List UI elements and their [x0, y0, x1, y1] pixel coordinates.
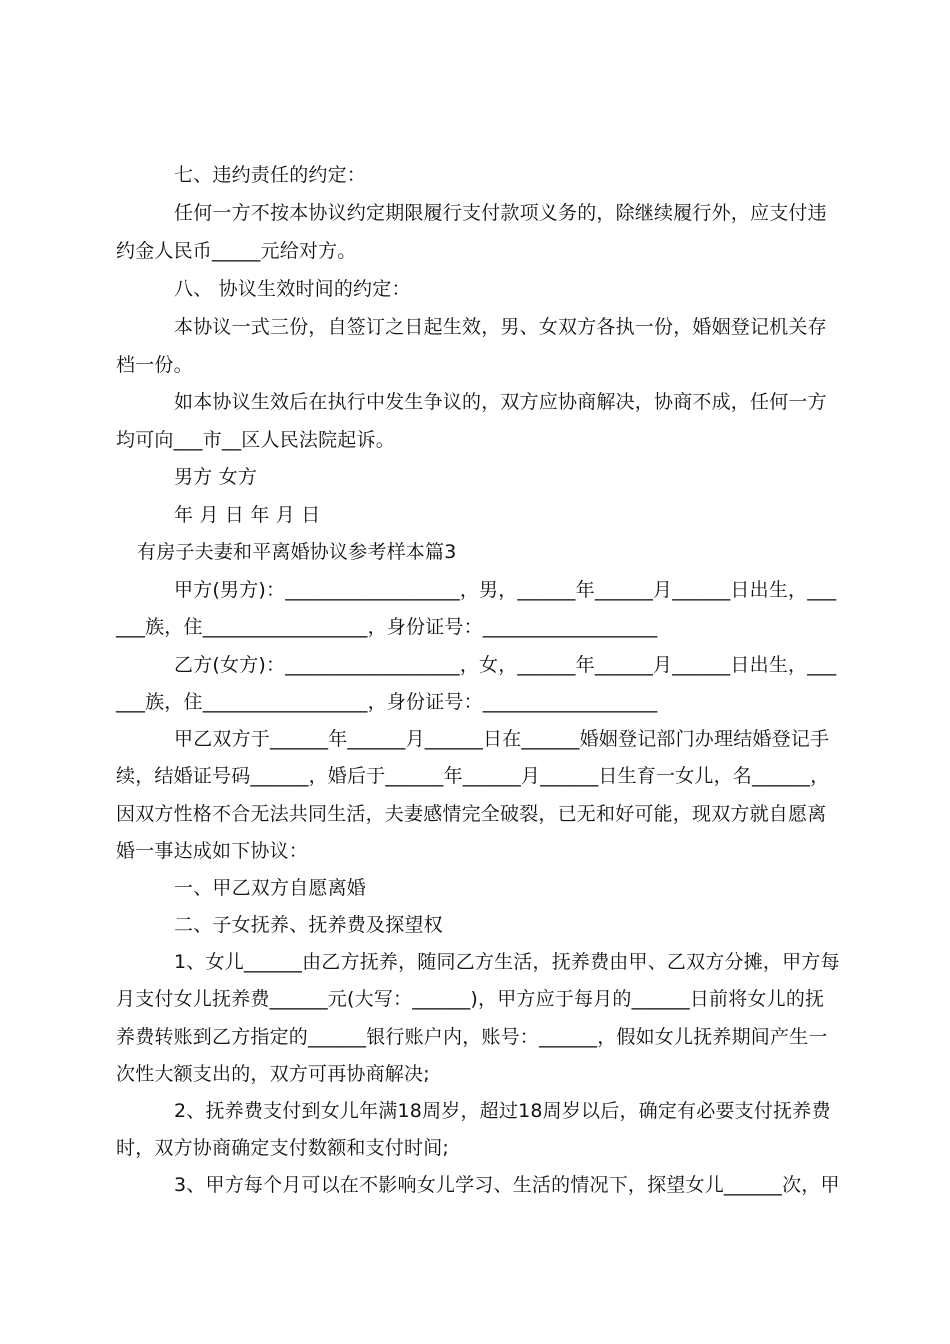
paragraph-line: 均可向___市__区人民法院起诉。: [116, 429, 395, 451]
signature-parties: 男方 女方: [174, 466, 258, 488]
party-a-line: ___族，住_________________，身份证号：__________________: [116, 616, 658, 638]
paragraph-line: 约金人民币_____元给对方。: [116, 240, 357, 262]
party-b-line: ___族，住_________________，身份证号：__________________: [116, 691, 658, 713]
paragraph-line: 时，双方协商确定支付数额和支付时间;: [116, 1137, 450, 1159]
paragraph-line: 1、女儿______由乙方抚养，随同乙方生活，抚养费由甲、乙双方分摊，甲方每: [174, 951, 840, 973]
paragraph-line: 养费转账到乙方指定的______银行账户内，账号：______，假如女儿抚养期间产生一: [116, 1026, 828, 1048]
paragraph-line: 本协议一式三份，自签订之日起生效，男、女双方各执一份，婚姻登记机关存: [174, 316, 827, 338]
section-heading-divorce: 一、甲乙双方自愿离婚: [174, 877, 367, 899]
paragraph-line: 次性大额支出的，双方可再协商解决;: [116, 1063, 430, 1085]
paragraph-line: 月支付女儿抚养费______元(大写：______)，甲方应于每月的______日前将女儿的抚: [116, 988, 825, 1010]
paragraph-line: 如本协议生效后在执行中发生争议的，双方应协商解决，协商不成，任何一方: [174, 391, 827, 413]
section-heading-custody: 二、子女抚养、抚养费及探望权: [174, 914, 443, 936]
paragraph-line: 3、甲方每个月可以在不影响女儿学习、生活的情况下，探望女儿______次，甲: [174, 1174, 840, 1196]
paragraph-line: 任何一方不按本协议约定期限履行支付款项义务的，除继续履行外，应支付违: [174, 202, 827, 224]
paragraph-line: 甲乙双方于______年______月______日在______婚姻登记部门办理结婚登记手: [174, 728, 830, 750]
article-title: 有房子夫妻和平离婚协议参考样本篇3: [137, 541, 457, 563]
paragraph-line: 档一份。: [116, 354, 193, 376]
section-heading-breach: 七、违约责任的约定：: [174, 164, 367, 186]
signature-dates: 年 月 日 年 月 日: [174, 504, 321, 526]
party-a-line: 甲方(男方)：__________________，男，______年______月______日出生，___: [174, 579, 837, 601]
paragraph-line: 婚一事达成如下协议：: [116, 840, 309, 862]
paragraph-line: 2、抚养费支付到女儿年满18周岁，超过18周岁以后，确定有必要支付抚养费: [174, 1100, 831, 1122]
paragraph-line: 续，结婚证号码______，婚后于______年______月______日生育一女儿，名______，: [116, 765, 830, 787]
section-heading-effective: 八、 协议生效时间的约定：: [174, 278, 411, 300]
paragraph-line: 因双方性格不合无法共同生活，夫妻感情完全破裂，已无和好可能，现双方就自愿离: [116, 803, 827, 825]
party-b-line: 乙方(女方)：__________________，女，______年______月______日出生，___: [174, 654, 837, 676]
